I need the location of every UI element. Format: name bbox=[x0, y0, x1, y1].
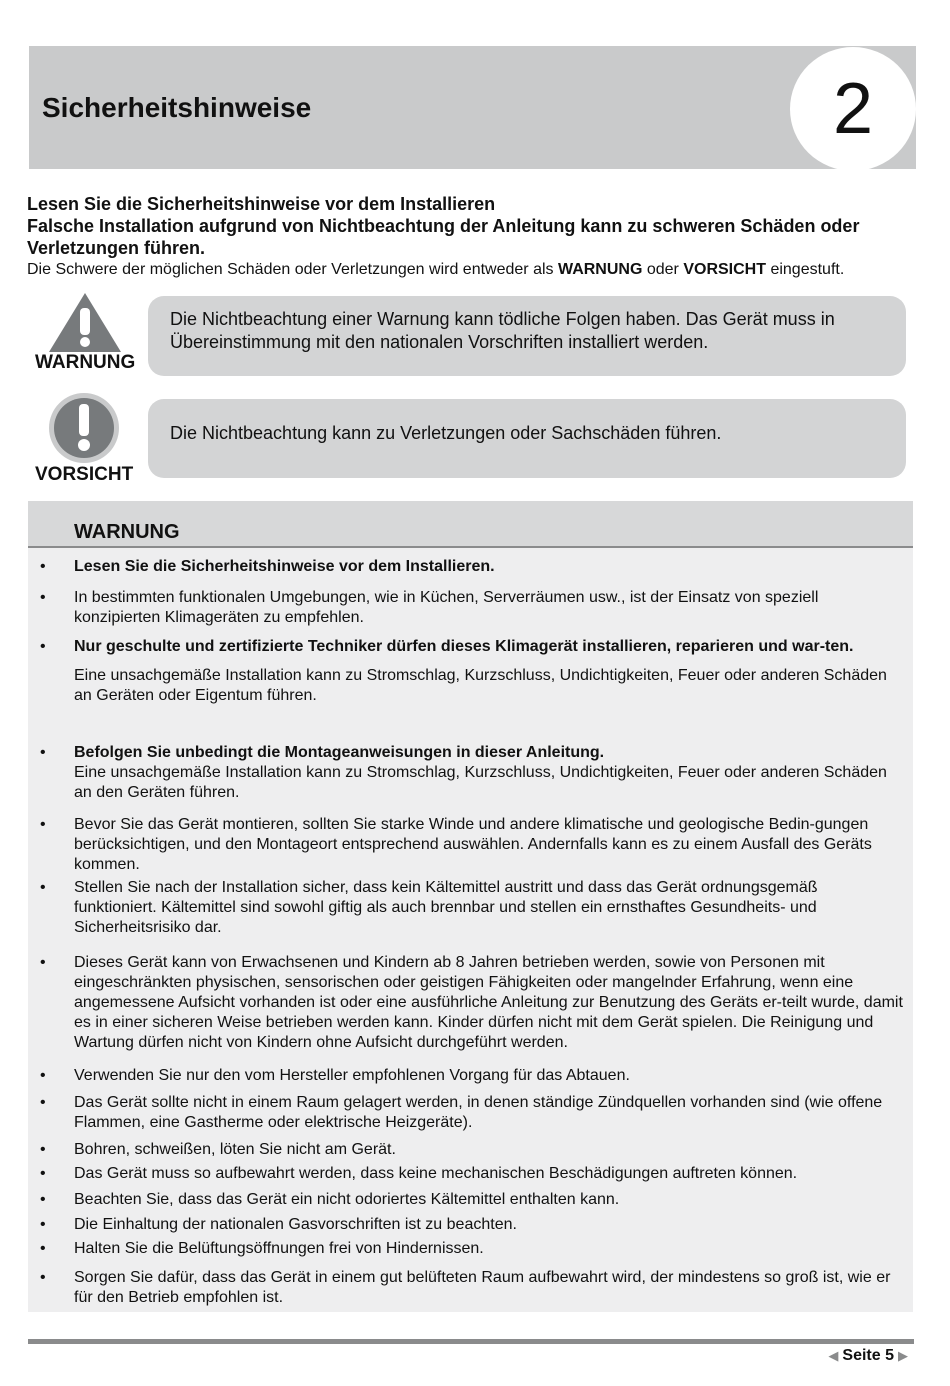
intro-subheading: Falsche Installation aufgrund von Nichtbeachtung der Anleitung kann zu schweren Schäden oder Verletzungen führen. bbox=[27, 216, 860, 258]
bullet: • bbox=[40, 638, 46, 655]
list-item bbox=[40, 637, 904, 706]
bullet: • bbox=[40, 1216, 46, 1233]
list-item-text: Beachten Sie, dass das Gerät ein nicht odoriertes Kältemittel enthalten kann. bbox=[74, 1191, 620, 1208]
bullet: • bbox=[40, 1269, 46, 1286]
list-item-bold: Lesen Sie die Sicherheitshinweise vor dem Installieren. bbox=[74, 558, 495, 575]
intro-note-caution: VORSICHT bbox=[683, 261, 766, 278]
list-item-text: Sorgen Sie dafür, dass das Gerät in einem gut belüfteten Raum aufbewahrt wird, der mindestens so groß ist, wie er für den Betrieb empfohlen ist. bbox=[74, 1269, 891, 1306]
page-title: Sicherheitshinweise bbox=[42, 92, 312, 123]
list-item-text: Eine unsachgemäße Installation kann zu Stromschlag, Kurzschluss, Undichtigkeiten, Feuer oder anderen Schäden an Geräten oder Eigentum führen. bbox=[74, 667, 887, 704]
list-item-text: Das Gerät muss so aufbewahrt werden, dass keine mechanischen Beschädigungen auftreten können. bbox=[74, 1165, 798, 1182]
list-item-text: Dieses Gerät kann von Erwachsenen und Kindern ab 8 Jahren betrieben werden, sowie von Personen mit eingeschränkten physischen, sensorischen oder geistigen Fähigkeiten oder mangelnder Erfahrung, wenn eine angemessene Aufsicht vorhanden ist oder eine ausführliche Anleitung zur Benutzung des Geräts er-teilt wurde, damit es in einer sicheren Weise betrieben werden kann. Kinder dürfen nicht mit dem Gerät spielen. Die Reinigung und Wartung dürfen nicht von Kindern ohne Aufsicht durchgeführt werden. bbox=[74, 954, 903, 1051]
list-item bbox=[40, 953, 904, 1053]
list-item-text: Stellen Sie nach der Installation sicher, dass kein Kältemittel austritt und dass das Gerät ordnungsgemäß funktioniert. Kältemittel sind sowohl giftig als auch brennbar und stellen ein ernsthaftes Gesundheits- und Sicherheitsrisiko dar. bbox=[74, 879, 818, 936]
bullet: • bbox=[40, 879, 46, 896]
page-number: Seite 5 bbox=[842, 1347, 894, 1364]
list-item bbox=[40, 557, 904, 577]
list-item bbox=[40, 1215, 904, 1235]
bullet: • bbox=[40, 1141, 46, 1158]
list-item bbox=[40, 743, 904, 803]
intro-note-warning: WARNUNG bbox=[557, 261, 643, 278]
list-item bbox=[40, 1140, 904, 1160]
bullet: • bbox=[40, 744, 46, 761]
list-item bbox=[40, 1239, 904, 1259]
bullet: • bbox=[40, 1191, 46, 1208]
list-item bbox=[40, 1164, 904, 1184]
warning-description: Die Nichtbeachtung einer Warnung kann tödliche Folgen haben. Das Gerät muss in Übereinstimmung mit den nationalen Vorschriften installiert werden. bbox=[170, 309, 835, 352]
list-item-text: Bevor Sie das Gerät montieren, sollten Sie starke Winde und andere klimatische und geologische Bedin-gungen berücksichtigen, und den Montageort entsprechend auswählen. Andernfalls kann es zu einem Ausfall des Geräts kommen. bbox=[74, 816, 872, 873]
list-item-text: Bohren, schweißen, löten Sie nicht am Gerät. bbox=[74, 1141, 396, 1158]
bullet: • bbox=[40, 1165, 46, 1182]
list-item-text: Das Gerät sollte nicht in einem Raum gelagert werden, in denen ständige Zündquellen vorhanden sind (wie offene Flammen, eine Gastherme oder elektrische Heizgeräte). bbox=[74, 1094, 883, 1131]
intro-note-text: oder bbox=[642, 261, 684, 278]
list-item-text: In bestimmten funktionalen Umgebungen, wie in Küchen, Serverräumen usw., ist der Einsatz von speziell konzipierten Klimageräten zu empfehlen. bbox=[74, 589, 819, 626]
list-item bbox=[40, 878, 904, 938]
intro-note-text: Die Schwere der möglichen Schäden oder Verletzungen wird entweder als bbox=[27, 261, 558, 278]
page-footer bbox=[828, 1347, 908, 1365]
list-item-text: Halten Sie die Belüftungsöffnungen frei von Hindernissen. bbox=[74, 1240, 484, 1257]
list-item bbox=[40, 815, 904, 875]
chapter-number-badge: 2 bbox=[790, 47, 916, 171]
caution-description: Die Nichtbeachtung kann zu Verletzungen oder Sachschäden führen. bbox=[170, 423, 722, 443]
list-item-text: Eine unsachgemäße Installation kann zu Stromschlag, Kurzschluss, Undichtigkeiten, Feuer oder anderen Schäden an den Geräten führen. bbox=[74, 764, 887, 801]
bullet: • bbox=[40, 1240, 46, 1257]
list-item-bold: Nur geschulte und zertifizierte Techniker dürfen dieses Klimagerät installieren, reparieren und war-ten. bbox=[74, 638, 854, 655]
bullet: • bbox=[40, 816, 46, 833]
triangle-left-icon: ◀ bbox=[828, 1348, 839, 1363]
list-item-bold: Befolgen Sie unbedingt die Montageanweisungen in dieser Anleitung. bbox=[74, 744, 605, 761]
bullet: • bbox=[40, 954, 46, 971]
list-item bbox=[40, 1066, 904, 1086]
list-item-text: Verwenden Sie nur den vom Hersteller empfohlenen Vorgang für das Abtauen. bbox=[74, 1067, 630, 1084]
intro-heading: Lesen Sie die Sicherheitshinweise vor dem Installieren bbox=[27, 194, 496, 214]
bullet: • bbox=[40, 1067, 46, 1084]
bullet: • bbox=[40, 589, 46, 606]
list-item bbox=[40, 1093, 904, 1133]
intro-note-text: eingestuft. bbox=[766, 261, 845, 278]
bullet: • bbox=[40, 558, 46, 575]
warning-label: WARNUNG bbox=[35, 352, 136, 373]
footer-rule bbox=[28, 1339, 914, 1344]
list-item bbox=[40, 1190, 904, 1210]
list-item-text: Die Einhaltung der nationalen Gasvorschriften ist zu beachten. bbox=[74, 1216, 517, 1233]
caution-label: VORSICHT bbox=[35, 464, 134, 485]
triangle-right-icon: ▶ bbox=[898, 1348, 908, 1363]
warning-panel-title: WARNUNG bbox=[74, 521, 180, 543]
list-item bbox=[40, 1268, 904, 1308]
bullet: • bbox=[40, 1094, 46, 1111]
list-item bbox=[40, 588, 904, 628]
